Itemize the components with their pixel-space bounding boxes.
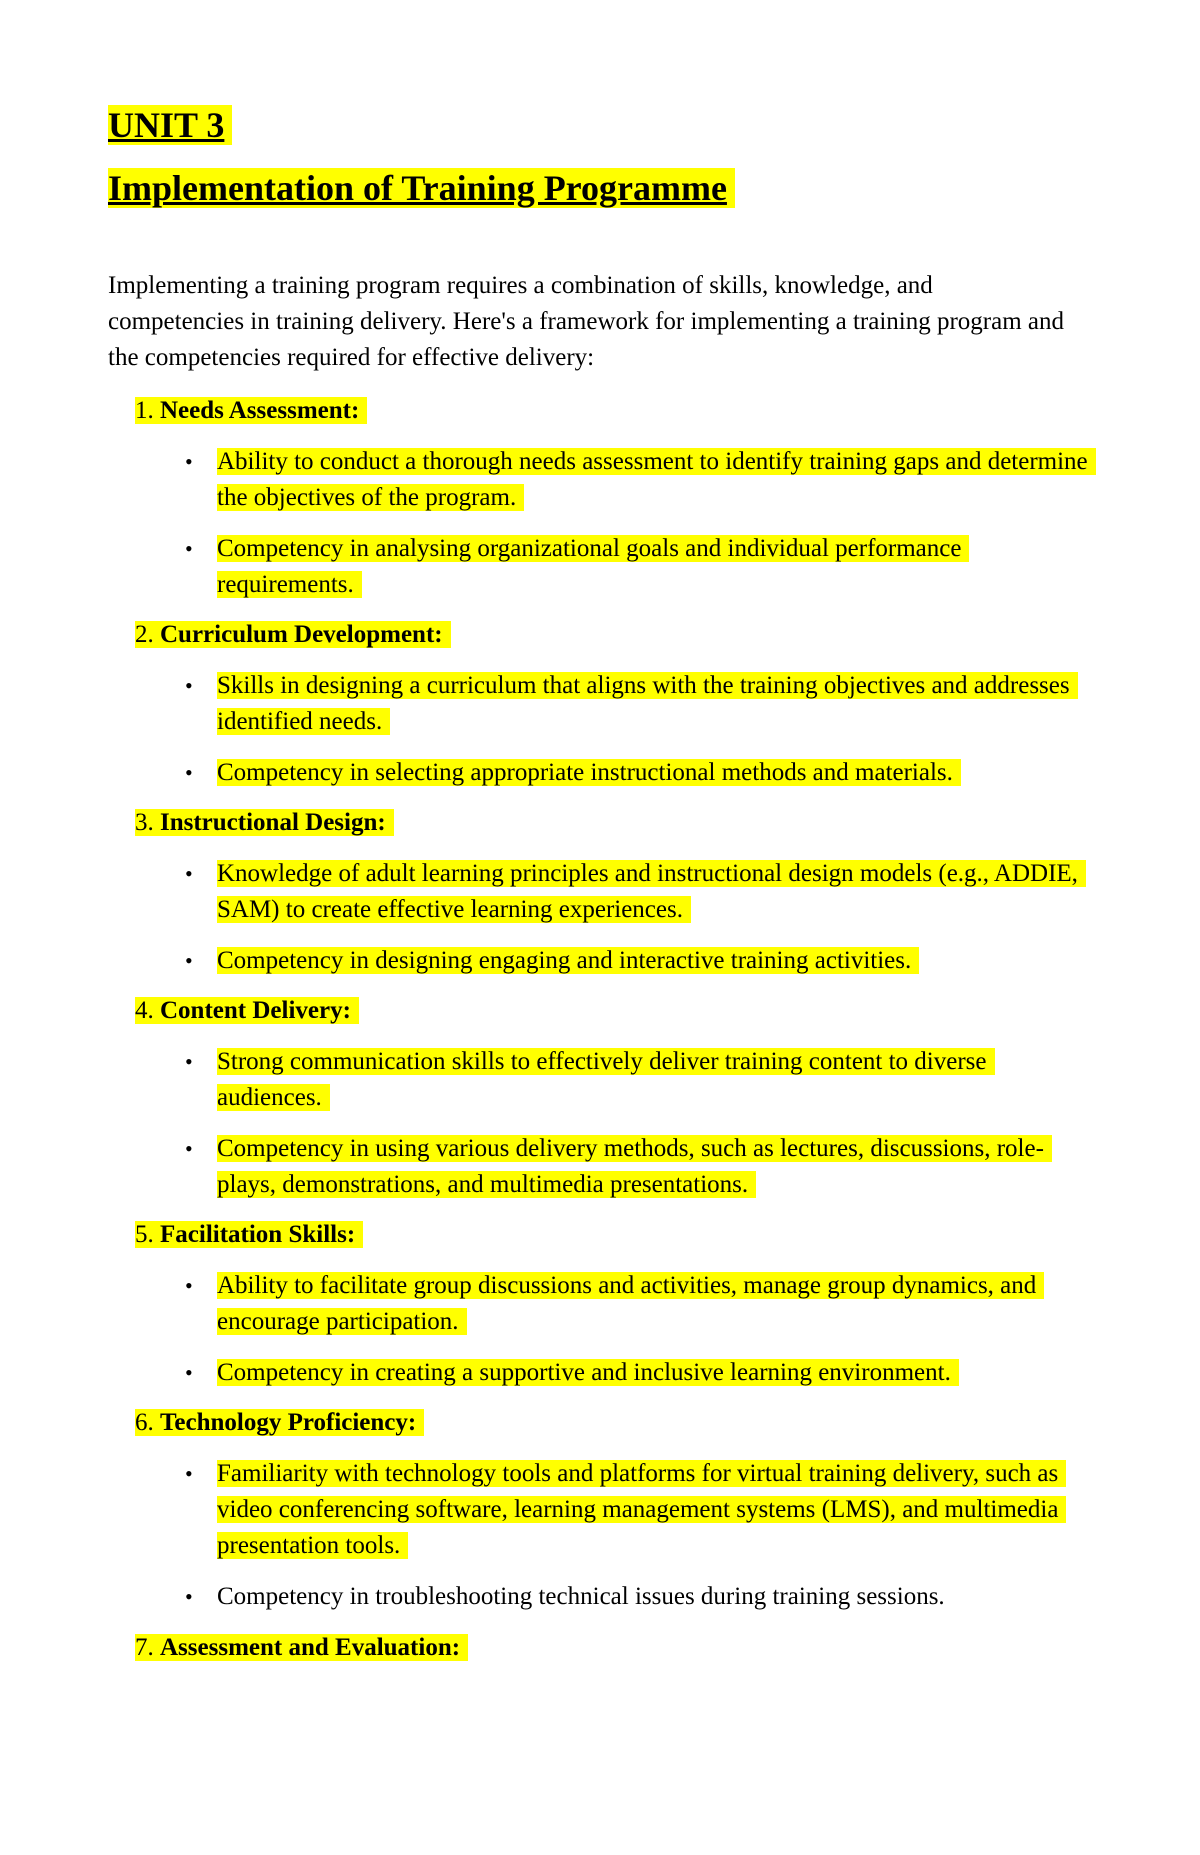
list-item [135, 943, 1097, 979]
list-item-text: Ability to conduct a thorough needs assessment to identify training gaps and determine the objectives of the program. [217, 448, 1096, 511]
section-curriculum-development [135, 617, 1075, 791]
section-number: 5. [135, 1221, 154, 1248]
bullet-dot-icon: • [185, 1049, 193, 1074]
section-heading-highlight [135, 397, 367, 424]
bullet-dot-icon: • [185, 673, 193, 698]
list-item [135, 1131, 1097, 1203]
intro-paragraph: Implementing a training program requires a combination of skills, knowledge, and competencies in training delivery. Here's a framework for implementing a training program and the competencies required for effective delivery: [108, 272, 1065, 371]
section-heading [135, 1217, 1075, 1253]
section-heading [135, 805, 1075, 841]
section-number: 1. [135, 397, 154, 424]
section-number: 6. [135, 1409, 154, 1436]
section-heading-highlight [135, 621, 451, 648]
list-item [135, 1579, 1097, 1615]
bullet-dot-icon: • [185, 1461, 193, 1486]
list-item [135, 444, 1097, 516]
section-heading [135, 393, 1075, 429]
list-item-text: Skills in designing a curriculum that aligns with the training objectives and addresses identified needs. [217, 672, 1078, 735]
unit-title [108, 105, 232, 146]
section-assessment-evaluation [135, 1630, 1075, 1666]
section-heading-text: Assessment and Evaluation: [160, 1634, 461, 1661]
section-heading-text: Content Delivery: [160, 997, 351, 1024]
section-instructional-design [135, 805, 1078, 979]
section-number: 7. [135, 1634, 154, 1661]
list-item [135, 1355, 1097, 1391]
list-item-text: Strong communication skills to effectively deliver training content to diverse audiences. [217, 1048, 995, 1111]
section-heading-highlight [135, 1221, 363, 1248]
bullet-list [135, 1268, 1075, 1391]
bullet-list [135, 856, 1078, 979]
unit-title-text: UNIT 3 [108, 105, 232, 145]
section-heading-highlight [135, 809, 394, 836]
bullet-dot-icon: • [185, 760, 193, 785]
bullet-list [135, 1044, 1075, 1203]
bullet-dot-icon: • [185, 948, 193, 973]
section-number: 4. [135, 997, 154, 1024]
list-item-text: Familiarity with technology tools and platforms for virtual training delivery, such as video conferencing software, learning management systems (LMS), and multimedia presentation tools. [217, 1460, 1066, 1559]
bullet-dot-icon: • [185, 1273, 193, 1298]
section-heading-text: Technology Proficiency: [160, 1409, 417, 1436]
bullet-dot-icon: • [185, 1136, 193, 1161]
section-heading [135, 993, 1075, 1029]
bullet-dot-icon: • [185, 536, 193, 561]
bullet-list [135, 668, 1075, 791]
bullet-dot-icon: • [185, 449, 193, 474]
section-heading-text: Curriculum Development: [160, 621, 443, 648]
list-item [135, 531, 1097, 603]
list-item-text: Knowledge of adult learning principles and instructional design models (e.g., ADDIE, SAM) to create effective learning experiences. [217, 860, 1086, 923]
list-item [135, 1456, 1097, 1564]
section-heading [135, 617, 1075, 653]
section-facilitation-skills [135, 1217, 1075, 1391]
list-item [135, 1268, 1097, 1340]
bullet-list [135, 1456, 1075, 1615]
bullet-dot-icon: • [185, 1584, 193, 1609]
list-item [135, 1044, 1097, 1116]
list-item-text: Competency in using various delivery methods, such as lectures, discussions, role-plays, demonstrations, and multimedia presentations. [217, 1135, 1052, 1198]
list-item [135, 856, 1097, 928]
section-number: 3. [135, 809, 154, 836]
bullet-dot-icon: • [185, 1360, 193, 1385]
page-title-text: Implementation of Training Programme [108, 168, 735, 208]
list-item-text: Competency in creating a supportive and inclusive learning environment. [217, 1359, 959, 1386]
page-title [108, 168, 735, 209]
bullet-list [135, 444, 1088, 603]
section-technology-proficiency [135, 1405, 1075, 1615]
section-number: 2. [135, 621, 154, 648]
section-heading-highlight [135, 997, 359, 1024]
list-item [135, 755, 1097, 791]
list-item-text: Competency in troubleshooting technical issues during training sessions. [217, 1583, 945, 1610]
section-heading [135, 1405, 1075, 1441]
list-item-text: Ability to facilitate group discussions and activities, manage group dynamics, and encourage participation. [217, 1272, 1044, 1335]
section-heading-highlight [135, 1409, 424, 1436]
list-item-text: Competency in designing engaging and interactive training activities. [217, 947, 919, 974]
list-item [135, 668, 1097, 740]
list-item-text: Competency in selecting appropriate instructional methods and materials. [217, 759, 961, 786]
bullet-dot-icon: • [185, 861, 193, 886]
section-heading [135, 1630, 1075, 1666]
section-heading-highlight [135, 1634, 468, 1661]
section-heading-text: Instructional Design: [160, 809, 386, 836]
section-needs-assessment [135, 393, 1088, 603]
list-item-text: Competency in analysing organizational goals and individual performance requirements. [217, 535, 969, 598]
section-content-delivery [135, 993, 1075, 1203]
section-heading-text: Facilitation Skills: [160, 1221, 356, 1248]
section-heading-text: Needs Assessment: [160, 397, 360, 424]
